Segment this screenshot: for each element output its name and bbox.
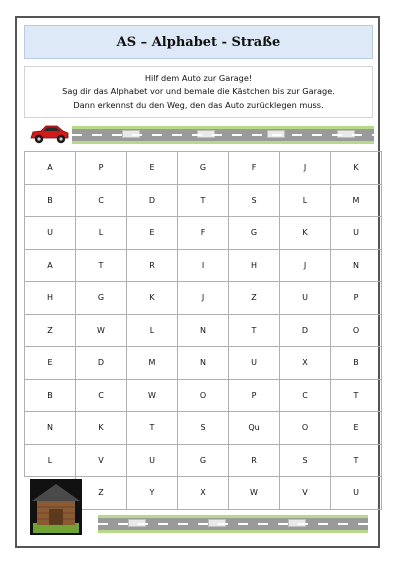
grid-cell[interactable]: C: [76, 379, 127, 412]
grid-cell[interactable]: W: [127, 379, 178, 412]
grid-cell[interactable]: A: [25, 249, 76, 282]
grid-row: [25, 379, 382, 412]
grid-cell[interactable]: E: [127, 152, 178, 185]
grid-cell[interactable]: D: [280, 314, 331, 347]
grid-cell[interactable]: F: [229, 152, 280, 185]
grid-cell[interactable]: S: [280, 444, 331, 477]
grid-cell[interactable]: K: [76, 412, 127, 445]
grid-cell[interactable]: T: [127, 412, 178, 445]
grid-cell[interactable]: L: [280, 184, 331, 217]
grid-cell[interactable]: G: [178, 152, 229, 185]
grid-cell[interactable]: P: [331, 282, 382, 315]
grid-cell[interactable]: P: [229, 379, 280, 412]
grid-cell[interactable]: Z: [76, 477, 127, 510]
grid-cell[interactable]: T: [331, 379, 382, 412]
garage-shed-icon: [30, 479, 82, 535]
grid-cell[interactable]: T: [229, 314, 280, 347]
grid-cell[interactable]: K: [331, 152, 382, 185]
grid-cell[interactable]: B: [25, 184, 76, 217]
grid-cell[interactable]: Z: [229, 282, 280, 315]
instruction-line-1: Hilf dem Auto zur Garage!: [144, 72, 253, 83]
grid-cell[interactable]: T: [331, 444, 382, 477]
grid-cell[interactable]: T: [76, 249, 127, 282]
grid-cell[interactable]: U: [127, 444, 178, 477]
grid-row: [25, 152, 382, 185]
grid-cell[interactable]: U: [331, 477, 382, 510]
grid-cell[interactable]: Qu: [229, 412, 280, 445]
grid-cell[interactable]: G: [76, 282, 127, 315]
grid-cell[interactable]: B: [331, 347, 382, 380]
grid-cell[interactable]: D: [127, 184, 178, 217]
grid-cell[interactable]: H: [25, 282, 76, 315]
grid-cell[interactable]: G: [178, 444, 229, 477]
grid-row: [25, 314, 382, 347]
grid-cell[interactable]: N: [178, 314, 229, 347]
grid-cell[interactable]: T: [178, 184, 229, 217]
grid-cell[interactable]: F: [178, 217, 229, 250]
grid-cell[interactable]: H: [229, 249, 280, 282]
grid-cell[interactable]: S: [229, 184, 280, 217]
grid-cell[interactable]: U: [331, 217, 382, 250]
grid-cell[interactable]: I: [178, 249, 229, 282]
grid-cell[interactable]: U: [229, 347, 280, 380]
title-banner: [24, 25, 373, 59]
instructions-box: [24, 66, 373, 118]
grid-cell[interactable]: M: [127, 347, 178, 380]
grid-cell[interactable]: N: [25, 412, 76, 445]
grid-cell[interactable]: N: [178, 347, 229, 380]
grid-cell[interactable]: S: [178, 412, 229, 445]
grid-cell[interactable]: V: [280, 477, 331, 510]
grid-cell[interactable]: J: [280, 152, 331, 185]
grid-cell[interactable]: A: [25, 152, 76, 185]
grid-cell[interactable]: B: [25, 379, 76, 412]
grid-cell[interactable]: L: [127, 314, 178, 347]
instruction-line-2: Sag dir das Alphabet vor und bemale die Kästchen bis zur Garage.: [62, 86, 335, 97]
grid-cell[interactable]: Y: [127, 477, 178, 510]
grid-cell[interactable]: W: [76, 314, 127, 347]
grid-row: [25, 412, 382, 445]
grid-cell[interactable]: G: [229, 217, 280, 250]
grid-cell[interactable]: C: [280, 379, 331, 412]
grid-cell[interactable]: J: [280, 249, 331, 282]
grid-row: [25, 249, 382, 282]
grid-cell[interactable]: U: [280, 282, 331, 315]
instruction-line-3: Dann erkennst du den Weg, den das Auto zurücklegen muss.: [73, 99, 324, 110]
grid-cell[interactable]: Z: [25, 314, 76, 347]
grid-cell[interactable]: U: [25, 217, 76, 250]
grid-cell[interactable]: O: [280, 412, 331, 445]
grid-row: [25, 217, 382, 250]
grid-row: [25, 282, 382, 315]
grid-cell[interactable]: X: [178, 477, 229, 510]
grid-row: [25, 184, 382, 217]
grid-cell[interactable]: W: [229, 477, 280, 510]
grid-cell[interactable]: K: [280, 217, 331, 250]
grid-cell[interactable]: L: [25, 444, 76, 477]
grid-cell[interactable]: N: [331, 249, 382, 282]
grid-cell[interactable]: R: [127, 249, 178, 282]
grid-cell[interactable]: L: [76, 217, 127, 250]
grid-cell[interactable]: O: [331, 314, 382, 347]
grid-cell[interactable]: K: [127, 282, 178, 315]
red-car-icon: [28, 123, 70, 145]
grid-cell[interactable]: O: [178, 379, 229, 412]
alphabet-grid: [24, 151, 382, 510]
grid-cell[interactable]: V: [76, 444, 127, 477]
grid-cell[interactable]: J: [178, 282, 229, 315]
grid-cell[interactable]: P: [76, 152, 127, 185]
grid-row: [25, 444, 382, 477]
grid-cell[interactable]: M: [331, 184, 382, 217]
worksheet-title: AS – Alphabet - Straße: [116, 34, 281, 50]
grid-cell[interactable]: C: [76, 184, 127, 217]
grid-cell[interactable]: D: [76, 347, 127, 380]
grid-cell[interactable]: R: [229, 444, 280, 477]
grid-cell[interactable]: E: [331, 412, 382, 445]
grid-row: [25, 347, 382, 380]
grid-cell[interactable]: X: [280, 347, 331, 380]
road-strip-top: [72, 126, 374, 144]
road-strip-bottom: [98, 515, 368, 533]
grid-cell[interactable]: E: [25, 347, 76, 380]
grid-cell[interactable]: E: [127, 217, 178, 250]
